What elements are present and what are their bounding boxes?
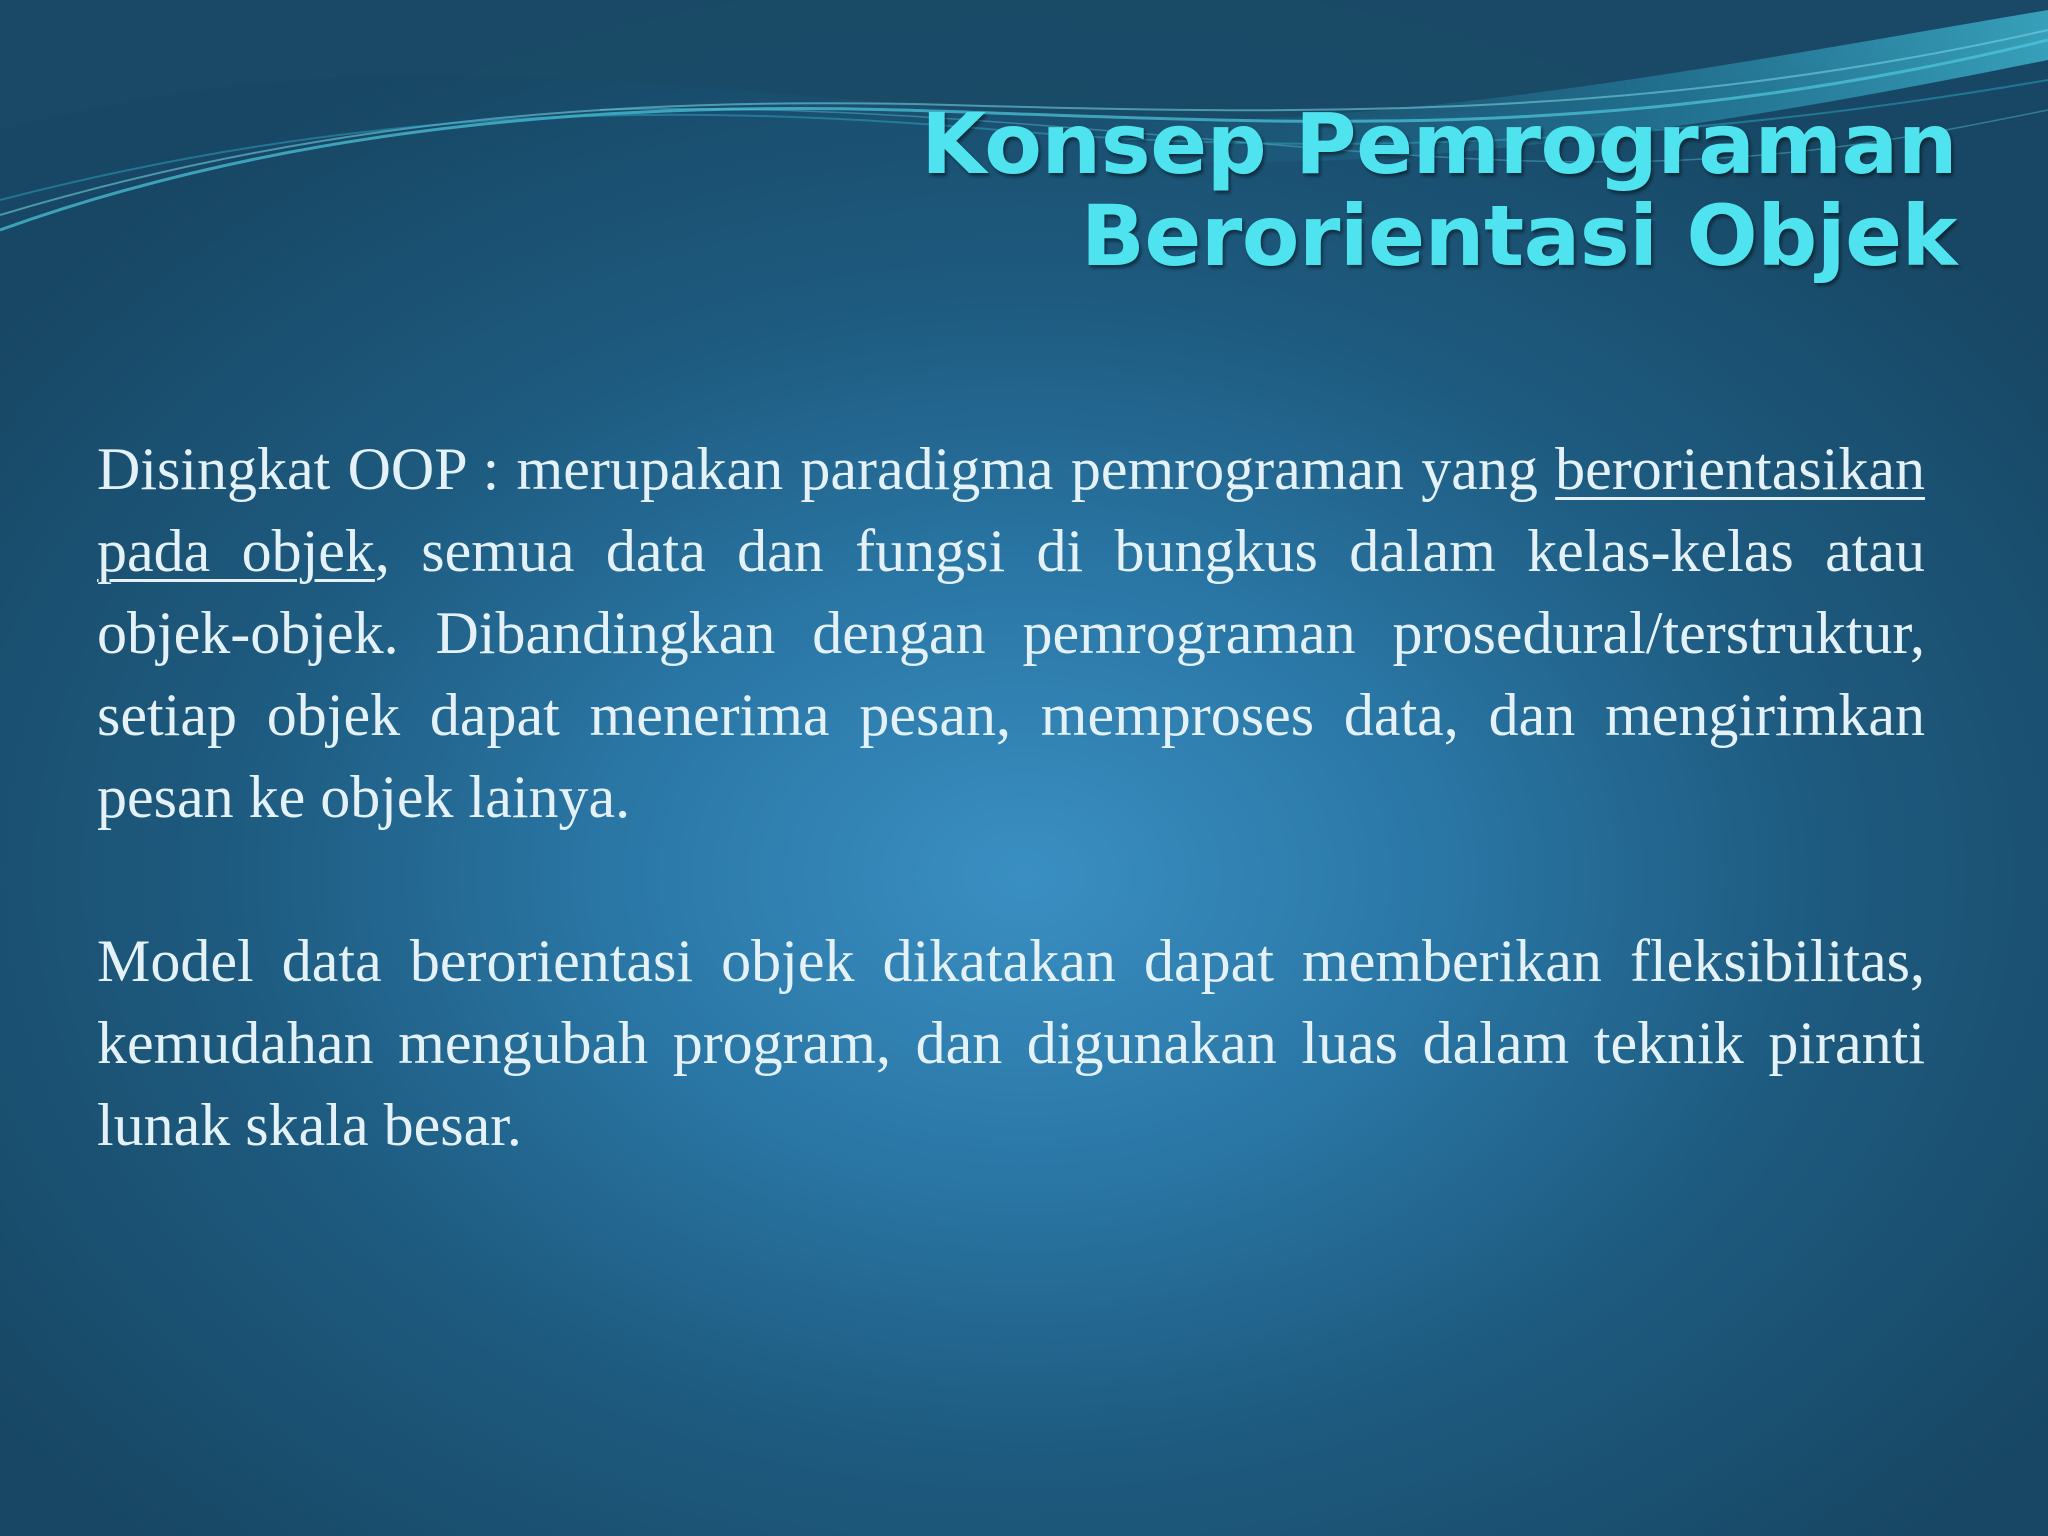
- slide-title: [557, 95, 1957, 285]
- title-line-2: Berorientasi Objek: [1080, 187, 1957, 285]
- paragraph-oop-definition: [97, 428, 1925, 838]
- underlined-term: berorientasikan pada objek: [97, 436, 1925, 584]
- title-line-1: Konsep Pemrograman: [921, 95, 1957, 193]
- paragraph-1-start: Disingkat OOP : merupakan paradigma pemrograman yang: [97, 436, 1556, 502]
- paragraph-object-model: Model data berorientasi objek dikatakan dapat memberikan fleksibilitas, kemudahan mengubah program, dan digunakan luas dalam teknik piranti lunak skala besar.: [97, 928, 1925, 1158]
- paragraph-1-rest: , semua data dan fungsi di bungkus dalam kelas-kelas atau objek-objek. Dibandingkan dengan pemrograman prosedural/terstruktur, setiap objek dapat menerima pesan, memproses data, dan mengirimkan pesan ke objek lainya.: [97, 518, 1925, 830]
- slide-content: [97, 428, 1925, 1248]
